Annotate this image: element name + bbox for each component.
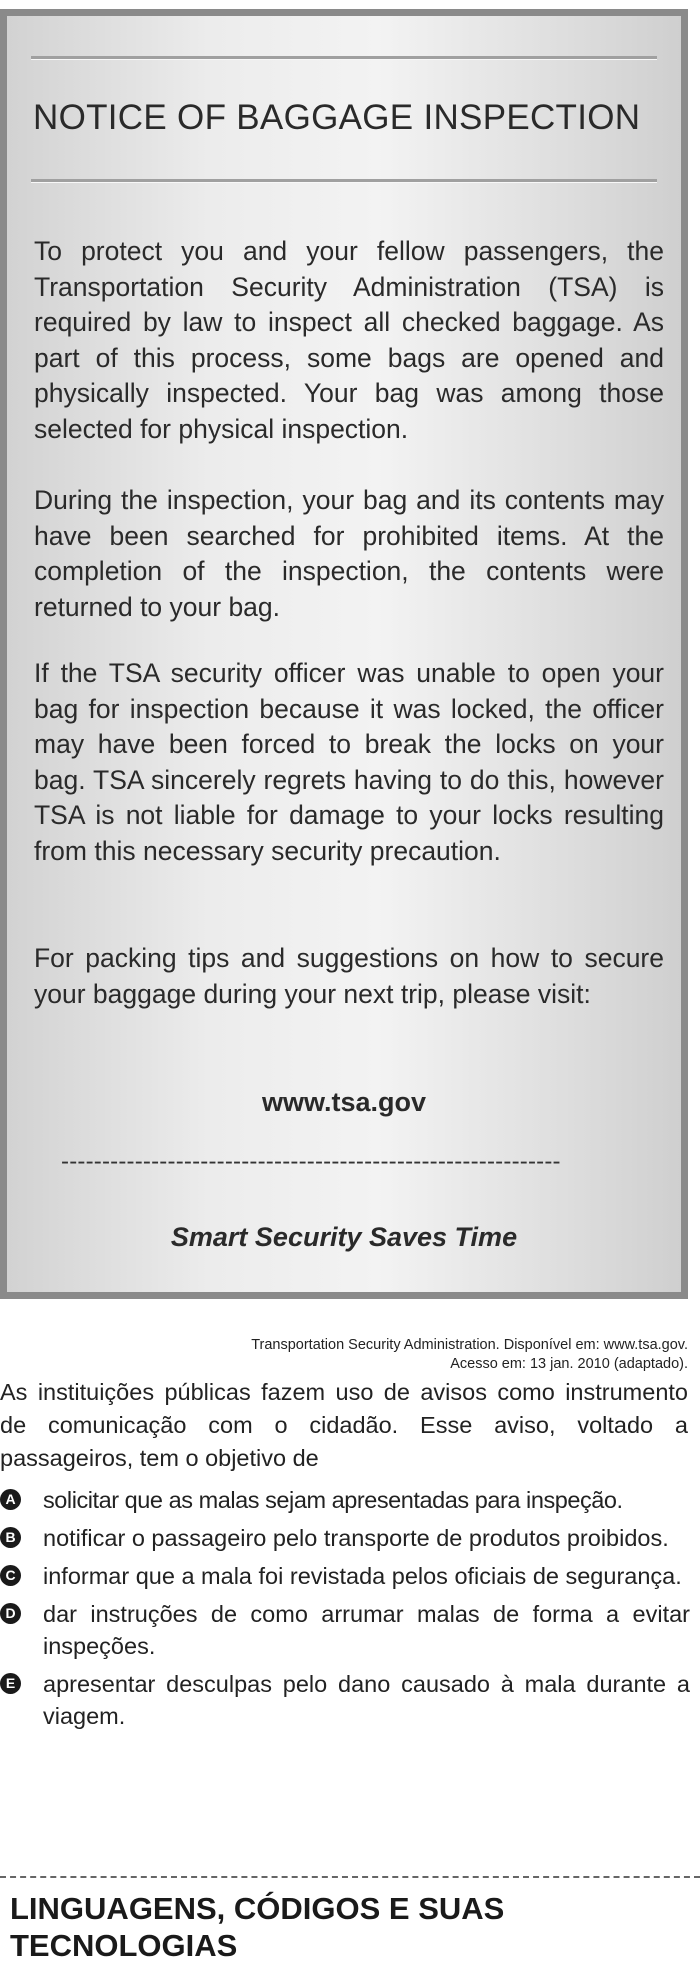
answer-options [0,1484,690,1738]
notice-title: NOTICE OF BAGGAGE INSPECTION [33,98,641,137]
option-b-text: notificar o passageiro pelo transporte de produtos proibidos. [43,1525,669,1551]
section-title: LINGUAGENS, CÓDIGOS E SUAS TECNOLOGIAS [10,1891,505,1963]
option-c[interactable] [0,1560,690,1592]
option-c-text: informar que a mala foi revistada pelos oficiais de segurança. [43,1563,682,1589]
option-e-text: apresentar desculpas pelo dano causado à mala durante a viagem. [43,1671,690,1729]
option-a-letter-badge: A [0,1489,21,1510]
option-b-letter-badge: B [0,1527,21,1548]
notice-paragraph-1: To protect you and your fellow passengers, the Transportation Security Administration (TSA) is required by law to inspect all checked baggage. As part of this process, some bags are opened and physically inspected. Your bag was among those selected for physical inspection. [34,236,664,444]
baggage-inspection-notice [0,9,688,1299]
option-e-letter-badge: E [0,1673,21,1694]
option-b[interactable] [0,1522,690,1554]
notice-slogan: Smart Security Saves Time [170,1222,518,1252]
option-a[interactable] [0,1484,690,1516]
source-line-2: Acesso em: 13 jan. 2010 (adaptado). [450,1356,688,1372]
option-d-letter-badge: D [0,1603,21,1624]
option-d[interactable] [0,1598,690,1662]
section-divider [0,1876,700,1878]
option-c-letter-badge: C [0,1565,21,1586]
source-line-1: Transportation Security Administration. Disponível em: www.tsa.gov. [251,1337,688,1353]
notice-top-rule [31,56,657,59]
option-d-text: dar instruções de como arrumar malas de forma a evitar inspeções. [43,1601,690,1659]
notice-paragraph-3: If the TSA security officer was unable to open your bag for inspection because it was locked, the officer may have been forced to break the locks on your bag. TSA sincerely regrets having to do this, however TSA is not liable for damage to your locks resulting from this necessary security precaution. [34,658,664,866]
source-citation [251,1336,688,1374]
notice-paragraph-2: During the inspection, your bag and its contents may have been searched for prohibited items. At the completion of the inspection, the contents were returned to your bag. [34,485,664,622]
notice-bottom-rule [31,179,657,182]
question-stem: As instituições públicas fazem uso de avisos como instrumento de comunicação com o cidadão. Esse aviso, voltado a passageiros, tem o objetivo de [0,1379,688,1471]
notice-dashed-separator: ------------------------------------------------------------- [61,1148,561,1175]
option-e[interactable] [0,1668,690,1732]
option-a-text: solicitar que as malas sejam apresentadas para inspeção. [43,1487,623,1513]
notice-paragraph-4: For packing tips and suggestions on how to secure your baggage during your next trip, please visit: [34,943,664,1009]
notice-url: www.tsa.gov [261,1087,427,1117]
